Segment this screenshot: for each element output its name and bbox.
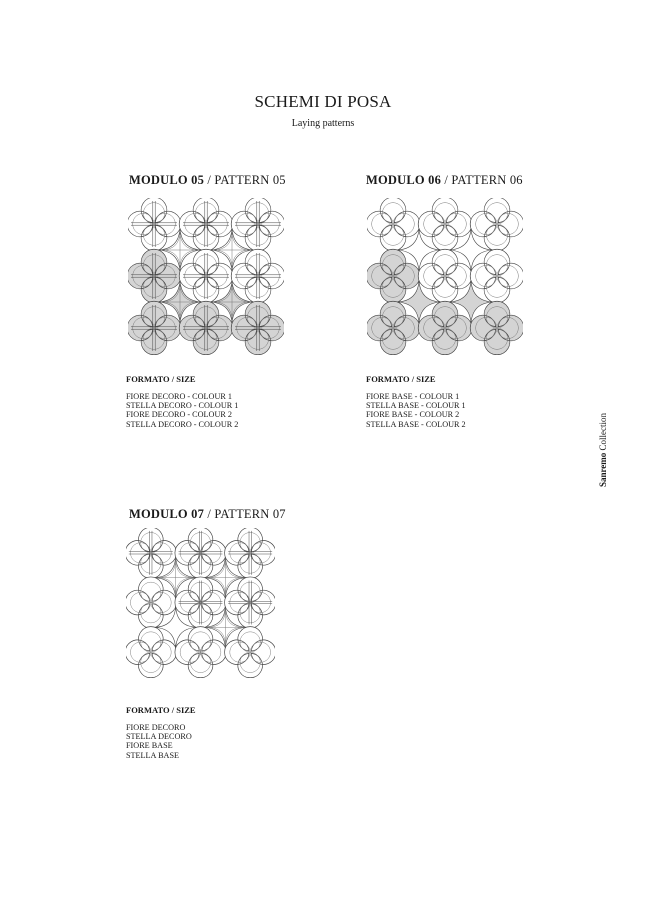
flower-tile xyxy=(225,528,275,578)
module-06-pattern-drawing xyxy=(367,198,523,355)
module-05-title xyxy=(129,173,286,188)
flower-tile xyxy=(126,577,176,628)
module-05-size-heading: FORMATO / SIZE xyxy=(126,374,196,384)
flower-tile xyxy=(175,577,226,628)
module-06-title xyxy=(366,173,523,188)
flower-tile xyxy=(179,249,233,303)
collection-name: Sanremo xyxy=(598,452,608,488)
module-06-pattern: / PATTERN 06 xyxy=(444,173,523,187)
module-06-size-heading: FORMATO / SIZE xyxy=(366,374,436,384)
flower-tile xyxy=(231,249,284,303)
collection-word: Collection xyxy=(598,412,608,451)
spec-item: STELLA DECORO - COLOUR 2 xyxy=(126,419,239,429)
module-05-specs xyxy=(126,392,238,429)
spec-item: FIORE BASE - COLOUR 1 xyxy=(366,392,460,401)
flower-tile xyxy=(126,627,176,678)
flower-tile xyxy=(175,627,226,678)
spec-item: FIORE DECORO - COLOUR 2 xyxy=(126,410,232,420)
spec-item: FIORE BASE - COLOUR 2 xyxy=(366,410,460,420)
module-06-code: MODULO 06 xyxy=(366,173,442,187)
page-title: SCHEMI DI POSA xyxy=(254,92,392,111)
spec-item: STELLA DECORO xyxy=(126,732,192,742)
flower-tile xyxy=(225,627,275,678)
module-07-pattern: / PATTERN 07 xyxy=(207,507,286,521)
flower-tile xyxy=(470,301,523,355)
flower-tile xyxy=(179,301,233,355)
spec-item: FIORE DECORO - COLOUR 1 xyxy=(126,392,232,401)
spec-item: STELLA BASE - COLOUR 1 xyxy=(366,401,466,411)
module-05-code: MODULO 05 xyxy=(129,173,205,187)
flower-tile xyxy=(231,301,284,355)
module-07-pattern-drawing xyxy=(126,528,275,678)
flower-tile xyxy=(231,198,284,251)
page-subtitle: Laying patterns xyxy=(291,118,355,129)
flower-tile xyxy=(418,198,472,251)
module-07-code: MODULO 07 xyxy=(129,507,205,521)
spec-item: FIORE BASE xyxy=(126,741,173,751)
flower-tile xyxy=(418,301,472,355)
module-06-specs xyxy=(366,392,466,429)
flower-tile xyxy=(128,301,181,355)
flower-tile xyxy=(128,198,181,251)
flower-tile xyxy=(179,198,233,251)
module-07-title xyxy=(129,507,286,522)
spec-item: STELLA BASE - COLOUR 2 xyxy=(366,419,466,429)
module-05-pattern-drawing xyxy=(128,198,284,355)
module-07-size-heading: FORMATO / SIZE xyxy=(126,705,196,715)
spec-item: STELLA BASE xyxy=(126,750,179,760)
flower-tile xyxy=(225,577,275,628)
flower-tile xyxy=(470,249,523,303)
spec-item: FIORE DECORO xyxy=(126,723,186,732)
module-05-pattern: / PATTERN 05 xyxy=(207,173,286,187)
module-07-specs xyxy=(126,723,192,760)
flower-tile xyxy=(367,198,420,251)
flower-tile xyxy=(175,528,226,578)
flower-tile xyxy=(367,249,420,303)
flower-tile xyxy=(128,249,181,303)
flower-tile xyxy=(126,528,176,578)
flower-tile xyxy=(470,198,523,251)
flower-tile xyxy=(367,301,420,355)
flower-tile xyxy=(418,249,472,303)
spec-item: STELLA DECORO - COLOUR 1 xyxy=(126,401,239,411)
collection-side-label xyxy=(598,413,608,487)
